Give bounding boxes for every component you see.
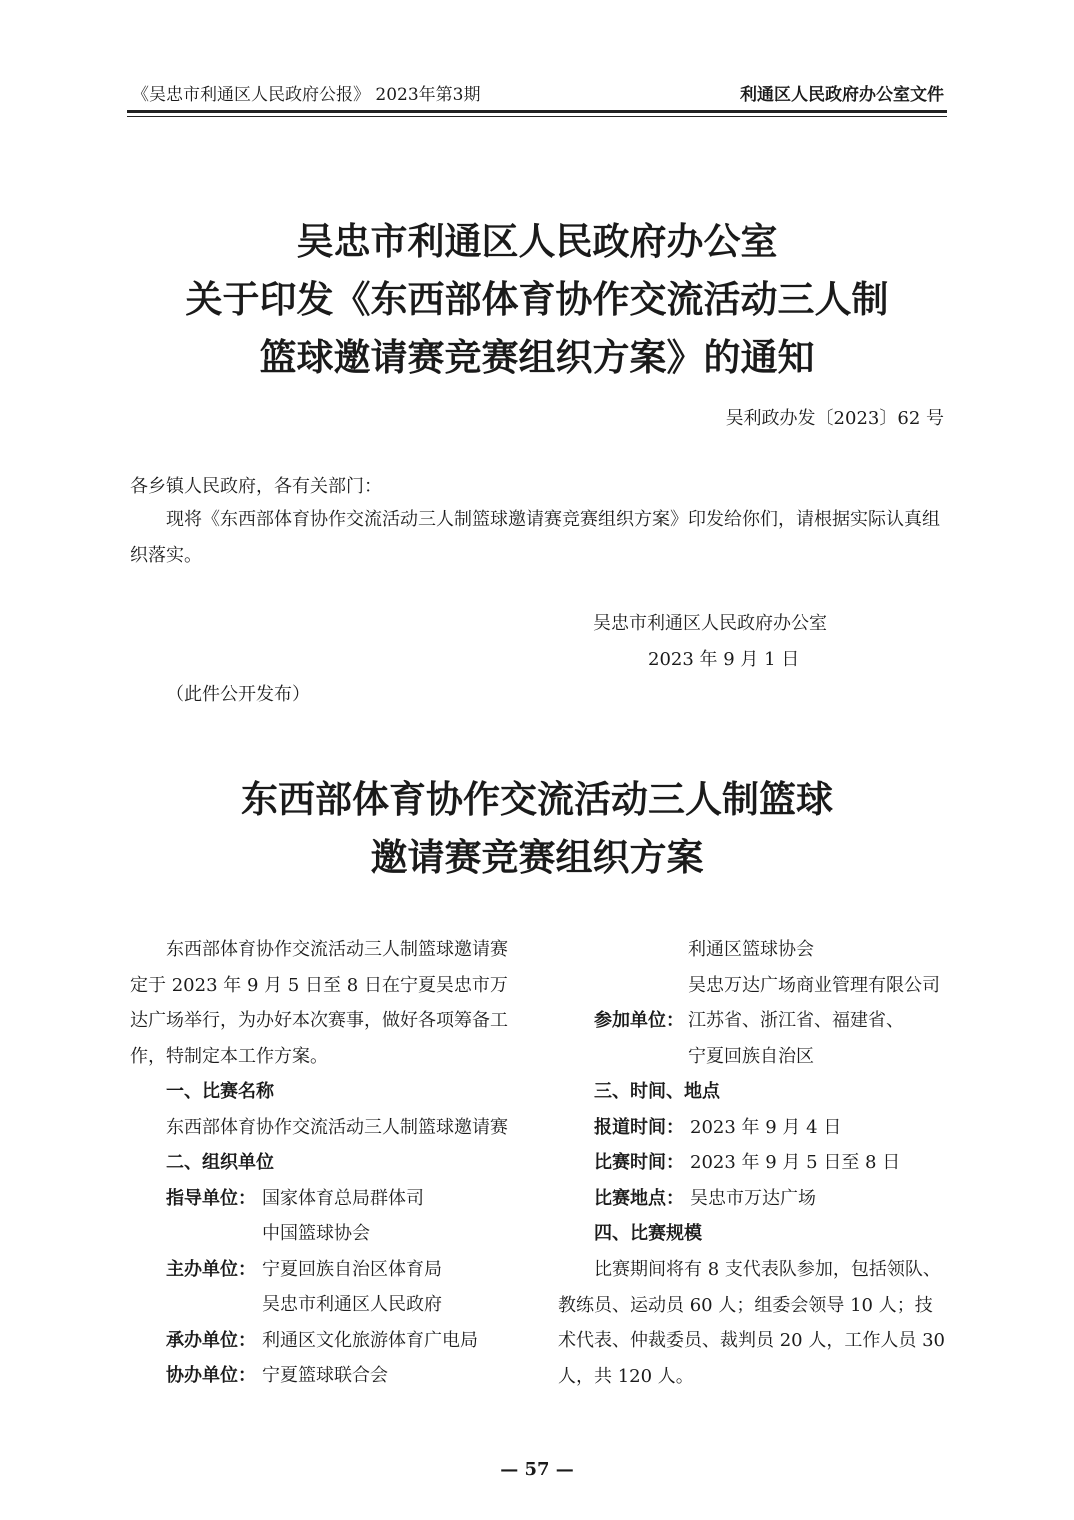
match-time-value: 2023 年 9 月 5 日至 8 日 [690,1152,901,1173]
notice-date: 2023 年 9 月 1 日 [648,649,800,670]
host-unit-value-1: 宁夏回族自治区体育局 [262,1259,442,1280]
running-header-left: 《吴忠市利通区人民政府公报》 2023年第3期 [132,85,481,105]
organizer-unit-value: 利通区文化旅游体育广电局 [262,1330,478,1351]
co-unit-value-1: 宁夏篮球联合会 [262,1365,388,1386]
co-unit-label: 协办单位： [166,1365,256,1386]
section-4-text: 比赛期间将有 8 支代表队参加，包括领队、教练员、运动员 60 人；组委会领导 10 人；技术代表、仲裁委员、裁判员 20 人，工作人员 30 人，共 120 人。 [558,1259,945,1387]
notice-issuer: 吴忠市利通区人民政府办公室 [593,613,827,634]
plan-title-line-1: 东西部体育协作交流活动三人制篮球 [241,777,833,821]
host-unit-label: 主办单位： [166,1259,256,1280]
section-3-heading: 三、时间、地点 [594,1081,720,1102]
section-1-text: 东西部体育协作交流活动三人制篮球邀请赛 [166,1117,508,1138]
plan-intro: 东西部体育协作交流活动三人制篮球邀请赛定于 2023 年 9 月 5 日至 8 日在宁夏吴忠市万达广场举行，为办好本次赛事，做好各项筹备工作，特制定本工作方案。 [130,939,508,1067]
section-2-heading: 二、组织单位 [166,1152,274,1173]
notice-body: 现将《东西部体育协作交流活动三人制篮球邀请赛竞赛组织方案》印发给你们，请根据实际认真组织落实。 [130,509,940,566]
running-header-right: 利通区人民政府办公室文件 [740,85,944,105]
co-unit-value-3: 吴忠万达广场商业管理有限公司 [688,975,940,996]
participants-value-1: 江苏省、浙江省、福建省、 [688,1010,904,1031]
venue-label: 比赛地点： [594,1188,684,1209]
notice-title-line-2: 关于印发《东西部体育协作交流活动三人制 [185,277,889,321]
notice-recipients: 各乡镇人民政府，各有关部门： [130,476,382,497]
guide-unit-value-2: 中国篮球协会 [262,1223,370,1244]
report-time-label: 报道时间： [594,1117,684,1138]
guide-unit-value-1: 国家体育总局群体司 [262,1188,424,1209]
report-time-value: 2023 年 9 月 4 日 [690,1117,842,1138]
section-1-heading: 一、比赛名称 [166,1081,274,1102]
page-number: — 57 — [500,1459,574,1480]
notice-title-line-1: 吴忠市利通区人民政府办公室 [296,219,778,263]
header-rule-thin [127,116,947,117]
participants-label: 参加单位： [594,1010,684,1031]
header-rule-thick [127,110,947,113]
co-unit-value-2: 利通区篮球协会 [688,939,814,960]
publication-note: （此件公开发布） [166,684,310,705]
match-time-label: 比赛时间： [594,1152,684,1173]
document-number: 吴利政办发〔2023〕62 号 [725,408,944,429]
section-4-heading: 四、比赛规模 [594,1223,702,1244]
host-unit-value-2: 吴忠市利通区人民政府 [262,1294,442,1315]
venue-value: 吴忠市万达广场 [690,1188,816,1209]
organizer-unit-label: 承办单位： [166,1330,256,1351]
plan-title-line-2: 邀请赛竞赛组织方案 [370,835,704,879]
notice-title-line-3: 篮球邀请赛竞赛组织方案》的通知 [259,335,815,379]
participants-value-2: 宁夏回族自治区 [688,1046,814,1067]
guide-unit-label: 指导单位： [166,1188,256,1209]
